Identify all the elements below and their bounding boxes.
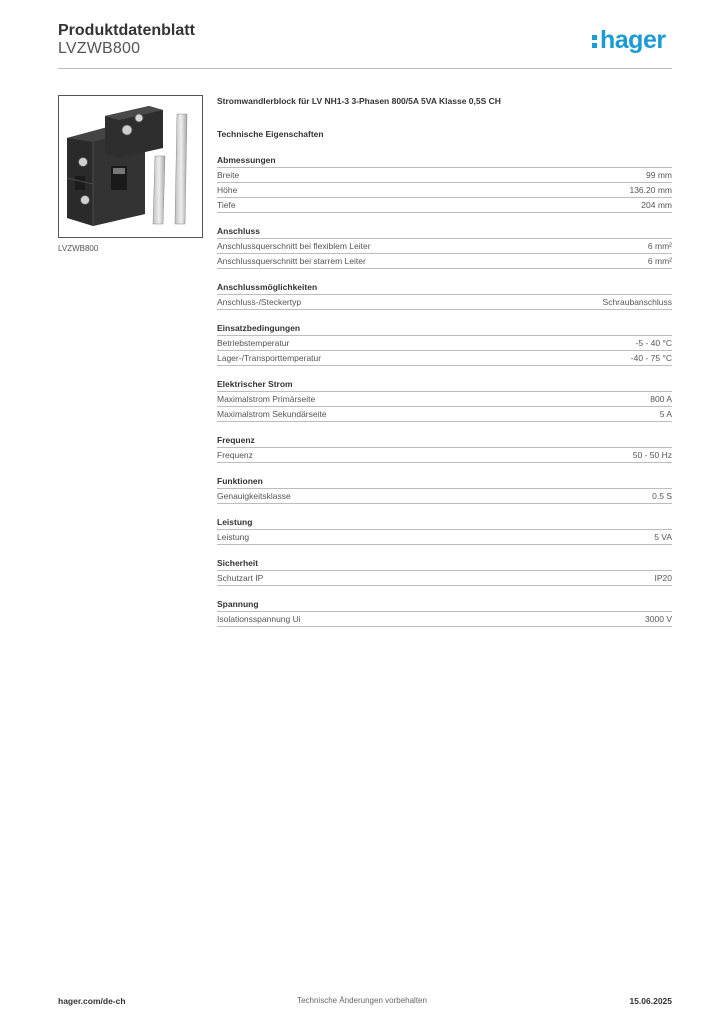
spec-value: 3000 V	[645, 614, 672, 624]
spec-row	[217, 489, 672, 504]
spec-label: Maximalstrom Primärseite	[217, 394, 316, 404]
spec-row	[217, 448, 672, 463]
spec-value: 204 mm	[641, 200, 672, 210]
spec-section-title: Spannung	[217, 598, 672, 612]
spec-section	[217, 475, 672, 504]
spec-value: 50 - 50 Hz	[632, 450, 672, 460]
spec-label: Leistung	[217, 532, 250, 542]
spec-section-title: Anschlussmöglichkeiten	[217, 281, 672, 295]
specification-sections	[217, 154, 672, 627]
spec-value: 136.20 mm	[629, 185, 672, 195]
spec-row	[217, 239, 672, 254]
spec-row	[217, 571, 672, 586]
spec-section-title: Einsatzbedingungen	[217, 322, 672, 336]
footer-notice: Technische Änderungen vorbehalten	[297, 996, 427, 1005]
spec-section	[217, 557, 672, 586]
spec-section-title: Leistung	[217, 516, 672, 530]
spec-section	[217, 281, 672, 310]
spec-value: 0.5 S	[652, 491, 672, 501]
spec-label: Frequenz	[217, 450, 253, 460]
specification-content	[217, 96, 672, 639]
product-image	[58, 95, 203, 238]
spec-value: Schraubanschluss	[602, 297, 672, 307]
header-divider	[58, 68, 672, 69]
spec-label: Genauigkeitsklasse	[217, 491, 291, 501]
spec-row	[217, 183, 672, 198]
spec-section-title: Anschluss	[217, 225, 672, 239]
spec-section-title: Elektrischer Strom	[217, 378, 672, 392]
spec-value: 99 mm	[646, 170, 672, 180]
spec-label: Anschlussquerschnitt bei starrem Leiter	[217, 256, 366, 266]
hager-logo	[592, 28, 666, 53]
spec-value: -40 - 75 °C	[630, 353, 672, 363]
document-title: Produktdatenblatt	[58, 22, 195, 39]
logo-colon-icon	[592, 31, 598, 48]
spec-value: 6 mm²	[647, 256, 672, 266]
spec-label: Anschlussquerschnitt bei flexiblem Leiter	[217, 241, 371, 251]
current-transformer-block-image	[59, 96, 202, 237]
technical-properties-heading: Technische Eigenschaften	[217, 129, 324, 139]
spec-label: Isolationsspannung Ui	[217, 614, 301, 624]
spec-section	[217, 322, 672, 366]
spec-label: Maximalstrom Sekundärseite	[217, 409, 327, 419]
spec-value: 800 A	[650, 394, 672, 404]
spec-label: Tiefe	[217, 200, 236, 210]
spec-row	[217, 392, 672, 407]
spec-row	[217, 336, 672, 351]
spec-section	[217, 154, 672, 213]
spec-value: 5 VA	[654, 532, 672, 542]
spec-section	[217, 598, 672, 627]
spec-value: -5 - 40 °C	[635, 338, 672, 348]
logo-wordmark: hager	[600, 26, 666, 54]
spec-value: IP20	[654, 573, 672, 583]
spec-row	[217, 612, 672, 627]
image-caption: LVZWB800	[58, 244, 99, 253]
spec-section	[217, 434, 672, 463]
spec-section-title: Abmessungen	[217, 154, 672, 168]
footer-date: 15.06.2025	[629, 996, 672, 1006]
spec-section-title: Sicherheit	[217, 557, 672, 571]
spec-section	[217, 516, 672, 545]
spec-row	[217, 198, 672, 213]
spec-label: Schutzart IP	[217, 573, 264, 583]
spec-section	[217, 225, 672, 269]
spec-label: Lager-/Transporttemperatur	[217, 353, 322, 363]
spec-section	[217, 378, 672, 422]
spec-row	[217, 168, 672, 183]
spec-row	[217, 407, 672, 422]
spec-value: 6 mm²	[647, 241, 672, 251]
spec-section-title: Frequenz	[217, 434, 672, 448]
spec-row	[217, 530, 672, 545]
article-number: LVZWB800	[58, 40, 141, 57]
spec-label: Höhe	[217, 185, 238, 195]
spec-row	[217, 254, 672, 269]
product-title: Stromwandlerblock für LV NH1-3 3-Phasen 800/5A 5VA Klasse 0,5S CH	[217, 96, 501, 106]
spec-row	[217, 351, 672, 366]
spec-section-title: Funktionen	[217, 475, 672, 489]
spec-label: Breite	[217, 170, 240, 180]
spec-label: Betriebstemperatur	[217, 338, 290, 348]
spec-value: 5 A	[659, 409, 672, 419]
spec-row	[217, 295, 672, 310]
spec-label: Anschluss-/Steckertyp	[217, 297, 302, 307]
footer-website-link[interactable]: hager.com/de-ch	[58, 996, 126, 1006]
